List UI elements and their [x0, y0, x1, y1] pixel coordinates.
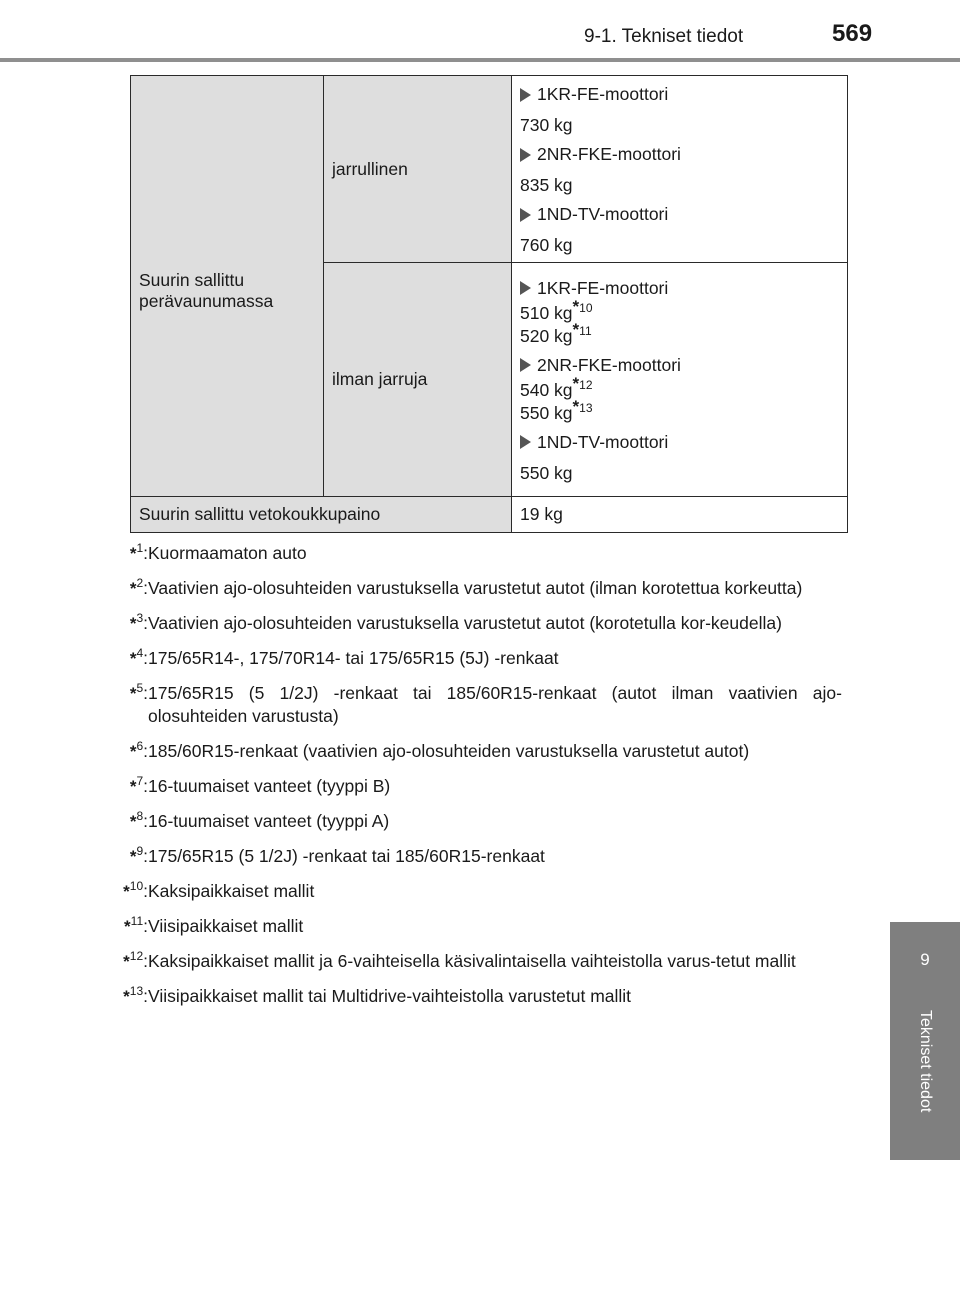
footnote-text: 175/65R15 (5 1/2J) -renkaat tai 185/60R15-renkaat (autot ilman vaativien ajo-olosuhteiden varustusta): [148, 683, 842, 726]
spec-table: [130, 75, 848, 533]
weight-value: 550 $kg^{*13}$: [520, 396, 593, 423]
footnote-marker: *$^{10}$:: [123, 879, 148, 901]
hitch-value-cell: [512, 497, 848, 533]
engine-row: [520, 432, 839, 453]
triangle-bullet-icon: [520, 435, 531, 449]
footnote-marker: *$^{11}$:: [124, 914, 148, 936]
footnote-marker: *$^6$:: [129, 739, 148, 761]
footnote-marker: *$^{13}$:: [123, 984, 148, 1006]
engine-row: [520, 278, 839, 299]
footnote: [100, 880, 842, 903]
footnote: [100, 542, 842, 565]
row-label: Suurin sallittu perävaunumassa: [139, 270, 274, 311]
braked-label: jarrullinen: [332, 158, 408, 179]
engine-name: 2NR-FKE-moottori: [537, 144, 681, 164]
hitch-label: Suurin sallittu vetokoukkupaino: [139, 504, 381, 524]
footnote-marker: *$^2$:: [129, 576, 148, 598]
footnote-text: 16-tuumaiset vanteet (tyyppi B): [148, 776, 391, 796]
triangle-bullet-icon: [520, 208, 531, 222]
engine-row: [520, 84, 839, 105]
engine-row: [520, 204, 839, 225]
braked-label-cell: [324, 76, 512, 263]
footnote: [100, 915, 842, 938]
footnote: [100, 647, 842, 670]
row-label-cell: [131, 76, 324, 497]
weight-value: 510 $kg^{*10}$: [520, 296, 593, 323]
weight-value: 540 $kg^{*12}$: [520, 373, 593, 400]
footnote-text: Vaativien ajo-olosuhteiden varustuksella varustetut autot (ilman korotettua korkeutta): [148, 578, 803, 598]
footnotes: [100, 542, 842, 1020]
footnote: [100, 950, 842, 973]
footnote-marker: *$^8$:: [129, 809, 148, 831]
triangle-bullet-icon: [520, 358, 531, 372]
footnote: [100, 810, 842, 833]
chapter-tab-label-box: [890, 1004, 960, 1160]
engine-name: 1KR-FE-moottori: [537, 277, 669, 298]
footnote-text: 16-tuumaiset vanteet (tyyppi A): [148, 811, 390, 831]
footnote: [100, 612, 842, 635]
footnote-text: 185/60R15-renkaat (vaativien ajo-olosuhteiden varustuksella varustetut autot): [148, 741, 750, 761]
hitch-value: 19 kg: [520, 504, 563, 524]
weight-value: 550 kg: [520, 462, 573, 483]
engine-name: 1KR-FE-moottori: [537, 84, 669, 104]
triangle-bullet-icon: [520, 148, 531, 162]
braked-values-cell: [512, 76, 848, 263]
unbraked-label-cell: [324, 263, 512, 497]
weight-value: 730 kg: [520, 115, 573, 135]
footnote-text: Kaksipaikkaiset mallit: [148, 881, 315, 901]
footnote-text: Vaativien ajo-olosuhteiden varustuksella varustetut autot (korotetulla kor-keudella): [148, 613, 782, 633]
unbraked-values-cell: [512, 263, 848, 497]
engine-row: [520, 355, 839, 376]
footnote-marker: *$^5$:: [129, 681, 148, 703]
footnote-marker: *$^9$:: [129, 844, 148, 866]
footnote: [100, 577, 842, 600]
footnote-text: 175/65R15 (5 1/2J) -renkaat tai 185/60R15-renkaat: [148, 846, 545, 866]
footnote-marker: *$^7$:: [129, 774, 148, 796]
footnote-text: 175/65R14-, 175/70R14- tai 175/65R15 (5J) -renkaat: [148, 648, 559, 668]
footnote: [100, 845, 842, 868]
triangle-bullet-icon: [520, 88, 531, 102]
footnote-marker: *$^3$:: [129, 611, 148, 633]
footnote-marker: *$^1$:: [129, 541, 148, 563]
footnote: [100, 682, 842, 728]
header-rule: [0, 58, 960, 62]
footnote-text: Viisipaikkaiset mallit: [148, 916, 304, 936]
footnote-marker: *$^{12}$:: [123, 949, 148, 971]
unbraked-label: ilman jarruja: [332, 369, 428, 389]
hitch-label-cell: [131, 497, 512, 533]
triangle-bullet-icon: [520, 281, 531, 295]
page-number: 569: [832, 20, 873, 47]
engine-name: 1ND-TV-moottori: [537, 204, 669, 224]
footnote: [100, 775, 842, 798]
footnote: [100, 985, 842, 1008]
footnote-text: Viisipaikkaiset mallit tai Multidrive-vaihteistolla varustetut mallit: [148, 986, 632, 1006]
weight-value: 835 kg: [520, 175, 573, 195]
footnote-text: Kuormaamaton auto: [148, 543, 307, 563]
weight-value: 760 kg: [520, 235, 573, 255]
engine-name: 2NR-FKE-moottori: [537, 354, 681, 375]
footnote-marker: *$^4$:: [129, 646, 148, 668]
chapter-tab: [890, 922, 960, 1004]
section-title: 9-1. Tekniset tiedot: [584, 26, 744, 47]
weight-value: 520 $kg^{*11}$: [520, 319, 592, 346]
chapter-number: 9: [920, 950, 930, 969]
footnote: [100, 740, 842, 763]
chapter-label: Tekniset tiedot: [917, 1010, 934, 1113]
engine-row: [520, 144, 839, 165]
engine-name: 1ND-TV-moottori: [537, 431, 669, 452]
footnote-text: Kaksipaikkaiset mallit ja 6-vaihteisella käsivalintaisella vaihteistolla varus-tetut mallit: [148, 951, 796, 971]
